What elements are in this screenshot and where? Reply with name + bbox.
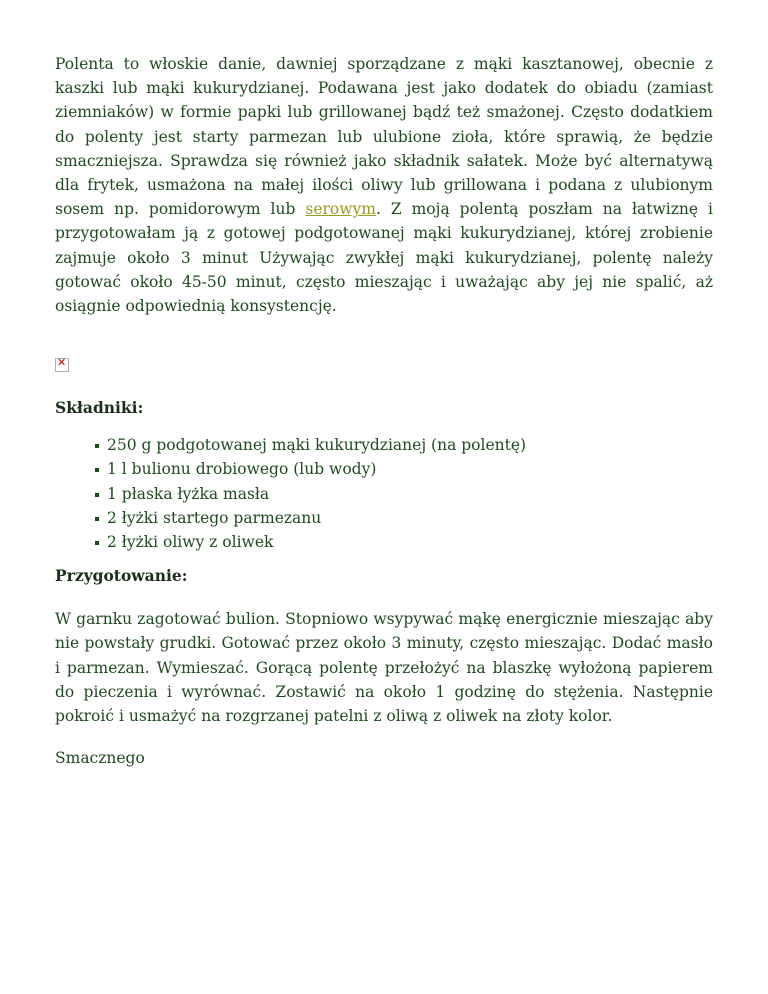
ingredients-heading: Składniki: (55, 398, 144, 418)
preparation-text: W garnku zagotować bulion. Stopniowo wsypywać mąkę energicznie mieszając aby nie powstały grudki. Gotować przez około 3 minuty, często mieszając. Dodać masło i parmezan. Wymieszać. Gorącą polentę przełożyć na blaszkę wyłożoną papierem do pieczenia i wyrównać. Zostawić na około 1 godzinę do stężenia. Następnie pokroić i usmażyć na rozgrzanej patelni z oliwą z oliwek na złoty kolor. (55, 610, 713, 726)
ingredient-item: 1 l bulionu drobiowego (lub wody) (107, 457, 713, 481)
ingredient-item: 2 łyżki startego parmezanu (107, 506, 713, 530)
closing-text: Smacznego (55, 749, 145, 768)
broken-image-icon (55, 358, 69, 372)
article-content (55, 52, 713, 770)
ingredient-item: 2 łyżki oliwy z oliwek (107, 530, 713, 554)
preparation-heading: Przygotowanie: (55, 566, 188, 586)
ingredients-list (55, 433, 713, 554)
intro-text-after: . Z moją polentą poszłam na łatwiznę i przygotowałam ją z gotowej podgotowanej mąki kukurydzianej, której zrobienie zajmuje około 3 minut Używając zwykłej mąki kukurydzianej, polentę należy gotować około 45-50 minut, często mieszając i uważając aby jej nie spalić, aż osiągnie odpowiednią konsystencję. (55, 200, 713, 316)
ingredient-item: 1 płaska łyżka masła (107, 482, 713, 506)
ingredient-item: 250 g podgotowanej mąki kukurydzianej (na polentę) (107, 433, 713, 457)
intro-text-before: Polenta to włoskie danie, dawniej sporządzane z mąki kasztanowej, obecnie z kaszki lub mąki kukurydzianej. Podawana jest jako dodatek do obiadu (zamiast ziemniaków) w formie papki lub grillowanej bądź też smażonej. Często dodatkiem do polenty jest starty parmezan lub ulubione zioła, które sprawią, że będzie smaczniejsza. Sprawdza się również jako składnik sałatek. Może być alternatywą dla frytek, usmażona na małej ilości oliwy lub grillowana i podana z ulubionym sosem np. pomidorowym lub (55, 55, 713, 219)
intro-paragraph (55, 52, 713, 318)
serowym-link[interactable]: serowym (305, 200, 376, 219)
